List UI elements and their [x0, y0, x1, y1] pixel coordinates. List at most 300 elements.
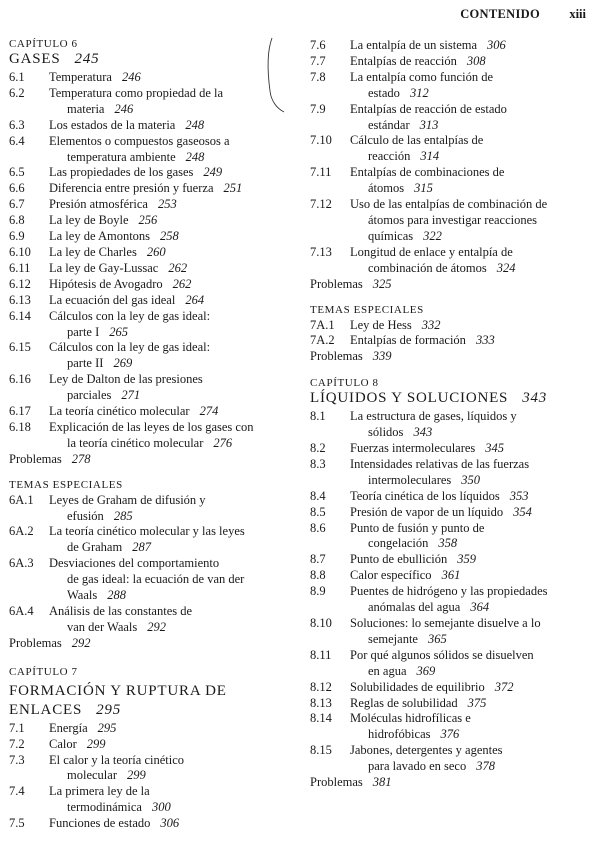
section-page: 262 [172, 276, 192, 291]
section-number [9, 436, 49, 452]
section-number: 8.15 [310, 743, 332, 758]
section-title [350, 54, 594, 70]
section-page: 332 [421, 317, 441, 332]
section-title-line: El calor y la teoría cinético [49, 752, 185, 767]
right-column [310, 38, 594, 801]
section-title-line: Análisis de las constantes de [49, 604, 193, 618]
section-title [49, 800, 299, 816]
header-page-number: xiii [569, 7, 586, 21]
section-number: 8.14 [310, 711, 332, 726]
problems-page: 339 [372, 349, 392, 364]
section-title [350, 616, 594, 632]
section-title-line: Explicación de las leyes de los gases con [49, 419, 254, 434]
special-topics-heading: TEMAS ESPECIALES [310, 303, 424, 316]
section-title [350, 552, 594, 568]
section-title-line: Reglas de solubilidad [350, 695, 458, 710]
section-title-line: Funciones de estado [49, 816, 151, 831]
section-title-line: Cálculo de las entalpías de [350, 133, 484, 148]
section-title [350, 632, 594, 648]
section-title [49, 293, 299, 309]
section-number: 7.10 [310, 133, 332, 148]
problems-page: 292 [71, 635, 91, 650]
chapter-page: 295 [96, 701, 122, 718]
toc-entry [310, 664, 594, 680]
section-page: 324 [496, 260, 516, 275]
section-title-line: La ley de Charles [49, 244, 137, 259]
section-title [350, 727, 594, 743]
section-title [350, 584, 594, 600]
section-number: 6.18 [9, 419, 31, 434]
section-title [350, 489, 594, 505]
toc-entry [9, 737, 299, 753]
section-number: 7.8 [310, 69, 326, 84]
chapter-label: CAPÍTULO 8 [310, 377, 379, 390]
toc-list [9, 70, 299, 452]
section-number: 8.10 [310, 616, 332, 630]
section-number: 6A.1 [9, 492, 34, 507]
section-page: 292 [147, 619, 167, 634]
section-title [49, 356, 299, 372]
toc-entry [310, 457, 594, 473]
section-title-line: materia [67, 101, 105, 116]
section-title [350, 229, 594, 245]
section-number [310, 600, 350, 616]
toc-entry [310, 70, 594, 86]
section-page: 251 [223, 181, 243, 196]
section-title [49, 737, 299, 753]
toc-entry [310, 680, 594, 696]
section-title [350, 133, 594, 149]
section-title [350, 680, 594, 696]
section-page: 274 [199, 404, 219, 419]
section-page: 306 [160, 816, 180, 831]
section-title-line: Presión de vapor de un líquido [350, 504, 504, 519]
section-title-line: Jabones, detergentes y agentes [350, 743, 503, 758]
section-page: 333 [475, 333, 495, 348]
chapter-title-text: ENLACES [9, 701, 83, 718]
section-number: 6.13 [9, 292, 31, 307]
section-number: 8.7 [310, 552, 326, 567]
toc-entry [9, 800, 299, 816]
problems-label: Problemas [9, 451, 62, 466]
section-title-line: hidrofóbicas [368, 727, 431, 742]
section-title [49, 309, 299, 325]
section-number: 6.8 [9, 213, 25, 228]
section-number: 8.11 [310, 647, 332, 662]
toc-entry [310, 181, 594, 197]
section-title [350, 102, 594, 118]
section-page: 369 [416, 663, 436, 678]
chapter-title [310, 390, 594, 407]
section-page: 264 [185, 292, 205, 307]
section-title-line: Punto de ebullición [350, 552, 448, 567]
toc-entry [9, 309, 299, 325]
section-number: 6.7 [9, 197, 25, 212]
section-title-line: Cálculos con la ley de gas ideal: [49, 308, 211, 323]
section-title-line: parciales [67, 388, 112, 403]
section-number: 7.7 [310, 53, 326, 68]
section-title-line: Uso de las entalpías de combinación de [350, 197, 548, 212]
section-number [310, 727, 350, 743]
toc-list [310, 409, 594, 775]
section-page: 308 [466, 53, 486, 68]
section-number: 8.4 [310, 488, 326, 503]
section-page: 343 [413, 425, 433, 440]
section-title [350, 318, 594, 334]
toc-entry [9, 572, 299, 588]
toc-list [9, 721, 299, 832]
section-title-line: para lavado en seco [368, 759, 467, 774]
section-number: 6A.3 [9, 556, 34, 571]
section-title [49, 524, 299, 540]
problems-label: Problemas [310, 775, 363, 790]
toc-entry [9, 768, 299, 784]
section-title-line: La teoría cinético molecular y las leyes [49, 524, 245, 539]
section-title [350, 70, 594, 86]
section-title-line: Temperatura como propiedad de la [49, 85, 224, 100]
toc-entry [310, 568, 594, 584]
toc-entry [310, 245, 594, 261]
toc-entry [310, 149, 594, 165]
section-page: 306 [487, 38, 506, 52]
toc-entry [310, 197, 594, 213]
toc-entry [310, 584, 594, 600]
section-title [350, 197, 594, 213]
section-number [310, 425, 350, 441]
section-number [310, 229, 350, 245]
section-title-line: Por qué algunos sólidos se disuelven [350, 647, 534, 662]
section-number: 6.17 [9, 404, 31, 419]
section-title-line: Calor [49, 736, 77, 751]
toc-entry [9, 70, 299, 86]
section-number [310, 473, 350, 489]
section-title [49, 509, 299, 525]
section-number: 6.2 [9, 85, 25, 100]
section-page: 365 [427, 631, 447, 646]
toc-entry [9, 277, 299, 293]
section-title [350, 245, 594, 261]
section-title-line: temperatura ambiente [67, 149, 176, 164]
section-title-line: Intensidades relativas de las fuerzas [350, 456, 530, 471]
section-page: 258 [160, 229, 179, 244]
section-number [9, 356, 49, 372]
section-title [49, 197, 299, 213]
section-page: 378 [476, 759, 495, 774]
section-number [9, 768, 49, 784]
section-number: 7.1 [9, 720, 25, 735]
section-title [350, 648, 594, 664]
section-number: 6.10 [9, 244, 31, 259]
section-title-line: Elementos o compuestos gaseosos a [49, 133, 230, 148]
toc-entry [9, 753, 299, 769]
toc-entry [310, 102, 594, 118]
section-title [49, 620, 299, 636]
section-title-line: de Graham [67, 540, 123, 555]
section-number [9, 588, 49, 604]
problems-label: Problemas [310, 276, 363, 291]
section-number [9, 800, 49, 816]
section-title-line: Punto de fusión y punto de [350, 520, 485, 535]
toc-entry [9, 420, 299, 436]
special-topics-heading: TEMAS ESPECIALES [9, 478, 123, 491]
toc-entry [310, 54, 594, 70]
chapter-page: 343 [522, 390, 548, 407]
problems-label: Problemas [310, 349, 363, 364]
toc-entry [310, 333, 594, 349]
section-number [310, 536, 350, 552]
section-number: 8.3 [310, 456, 326, 471]
section-number [310, 181, 350, 197]
toc-entry [310, 616, 594, 632]
section-page: 249 [203, 165, 223, 180]
toc-list [310, 318, 594, 350]
section-title-line: semejante [368, 631, 418, 646]
toc-list [310, 38, 594, 277]
section-title-line: Entalpías de reacción de estado [350, 101, 507, 116]
section-page: 246 [114, 101, 134, 116]
toc-entry [310, 165, 594, 181]
section-title-line: La primera ley de la [49, 784, 150, 799]
section-title-line: anómalas del agua [368, 600, 461, 615]
toc-entry [9, 404, 299, 420]
section-page: 376 [440, 727, 460, 742]
section-title [350, 664, 594, 680]
section-title [350, 759, 594, 775]
section-page: 276 [213, 435, 233, 450]
section-title-line: La ecuación del gas ideal [49, 292, 176, 307]
section-title [350, 213, 594, 229]
section-title [49, 213, 299, 229]
section-number: 8.5 [310, 504, 326, 519]
chapter-title [9, 702, 299, 719]
section-title [49, 604, 299, 620]
section-page: 256 [138, 213, 158, 228]
chapter-label: CAPÍTULO 7 [9, 665, 78, 678]
section-page: 300 [151, 800, 171, 815]
section-page: 295 [97, 720, 117, 735]
section-number: 7.9 [310, 101, 326, 116]
section-title-line: Entalpías de reacción [350, 53, 457, 68]
toc-entry [310, 86, 594, 102]
section-title [350, 473, 594, 489]
section-title-line: átomos [368, 181, 405, 196]
toc-entry [310, 489, 594, 505]
section-page: 358 [438, 536, 458, 551]
section-title-line: Fuerzas intermoleculares [350, 441, 476, 456]
problems-page: 325 [372, 276, 392, 291]
toc-entry [310, 38, 594, 54]
section-title-line: parte II [67, 356, 104, 371]
section-title-line: La teoría cinético molecular [49, 404, 190, 419]
section-title-line: congelación [368, 536, 429, 551]
section-number: 7.12 [310, 197, 332, 212]
section-title-line: Desviaciones del comportamiento [49, 556, 220, 571]
left-column [9, 38, 299, 832]
section-title-line: intermoleculares [368, 472, 452, 487]
toc-entry [9, 556, 299, 572]
section-title [49, 404, 299, 420]
section-title [49, 261, 299, 277]
section-number: 6.14 [9, 308, 31, 323]
section-title-line: Soluciones: lo semejante disuelve a lo [350, 616, 541, 630]
section-number: 7.11 [310, 165, 332, 180]
problems-entry [9, 452, 299, 468]
problems-page: 381 [372, 775, 392, 790]
section-title-line: Waals [67, 588, 98, 603]
problems-entry [9, 636, 299, 652]
section-number: 8.9 [310, 584, 326, 599]
section-title-line: en agua [368, 663, 407, 678]
toc-entry [9, 293, 299, 309]
section-number: 6.15 [9, 340, 31, 355]
section-number [310, 261, 350, 277]
toc-entry [310, 696, 594, 712]
toc-entry [9, 436, 299, 452]
section-title [350, 118, 594, 134]
section-number [310, 118, 350, 134]
section-title-line: Puentes de hidrógeno y las propiedades [350, 584, 548, 599]
section-title [49, 572, 299, 588]
section-page: 299 [126, 768, 146, 783]
section-number [9, 509, 49, 525]
section-title [350, 600, 594, 616]
section-number: 6.4 [9, 133, 25, 148]
section-number [9, 102, 49, 118]
section-title-line: molecular [67, 768, 117, 783]
section-number: 7.2 [9, 736, 25, 751]
section-number: 7A.2 [310, 333, 335, 348]
toc-entry [310, 409, 594, 425]
section-number: 6A.4 [9, 604, 34, 618]
section-page: 350 [461, 472, 481, 487]
section-title-line: Teoría cinética de los líquidos [350, 488, 500, 503]
toc-entry [9, 197, 299, 213]
section-number [9, 388, 49, 404]
toc-entry [310, 648, 594, 664]
section-title [49, 245, 299, 261]
section-title-line: Energía [49, 720, 88, 735]
section-title-line: Temperatura [49, 70, 112, 84]
toc-entry [9, 245, 299, 261]
toc-entry [9, 181, 299, 197]
section-page: 364 [470, 600, 490, 615]
toc-entry [9, 540, 299, 556]
section-title-line: Presión atmosférica [49, 197, 148, 212]
problems-entry [310, 277, 594, 293]
section-number [310, 213, 350, 229]
toc-entry [9, 721, 299, 737]
toc-entry [9, 213, 299, 229]
section-title-line: La ley de Amontons [49, 229, 151, 244]
toc-entry [9, 229, 299, 245]
section-title [49, 150, 299, 166]
toc-entry [310, 441, 594, 457]
toc-entry [9, 134, 299, 150]
section-title-line: Longitud de enlace y entalpía de [350, 244, 513, 259]
toc-entry [310, 711, 594, 727]
section-number: 6A.2 [9, 524, 34, 539]
section-title [350, 425, 594, 441]
section-number: 7.4 [9, 784, 25, 799]
problems-entry [310, 349, 594, 365]
section-title-line: Entalpías de formación [350, 333, 466, 348]
section-title-line: efusión [67, 508, 104, 523]
toc-entry [9, 493, 299, 509]
toc-entry [9, 150, 299, 166]
section-number: 8.13 [310, 695, 332, 710]
section-title [350, 409, 594, 425]
section-number: 6.9 [9, 229, 25, 244]
section-page: 246 [121, 70, 141, 84]
section-title-line: Hipótesis de Avogadro [49, 276, 163, 291]
section-title-line: estado [368, 85, 400, 100]
section-number: 6.5 [9, 165, 25, 180]
section-number [9, 150, 49, 166]
section-page: 299 [86, 736, 106, 751]
chapter-label: CAPÍTULO 6 [9, 38, 78, 50]
section-title [350, 743, 594, 759]
section-page: 354 [513, 504, 532, 519]
toc-entry [310, 552, 594, 568]
section-page: 315 [414, 181, 433, 196]
toc-entry [9, 388, 299, 404]
chapter-title-text: FORMACIÓN Y RUPTURA DE [9, 682, 227, 699]
section-title [49, 70, 299, 86]
section-title [350, 261, 594, 277]
toc-entry [9, 261, 299, 277]
section-number [9, 540, 49, 556]
section-number [310, 149, 350, 165]
section-title-line: la teoría cinético molecular [67, 435, 204, 450]
toc-entry [9, 372, 299, 388]
section-title [350, 165, 594, 181]
toc-entry [310, 118, 594, 134]
toc-entry [310, 536, 594, 552]
section-number [9, 620, 49, 636]
section-title [49, 753, 299, 769]
running-header [0, 4, 600, 26]
toc-entry [310, 213, 594, 229]
toc-entry [9, 509, 299, 525]
problems-label: Problemas [9, 635, 62, 650]
section-number: 7A.1 [310, 317, 335, 332]
section-number: 7.5 [9, 816, 25, 831]
section-title-line: combinación de átomos [368, 260, 487, 275]
section-number [9, 572, 49, 588]
section-title [49, 556, 299, 572]
section-title-line: La entalpía de un sistema [350, 38, 478, 52]
toc-entry [9, 340, 299, 356]
section-title [350, 457, 594, 473]
toc-entry [310, 632, 594, 648]
header-title: CONTENIDO [460, 7, 540, 21]
toc-entry [310, 133, 594, 149]
toc-entry [9, 165, 299, 181]
section-title-line: Ley de Dalton de las presiones [49, 372, 203, 387]
section-page: 248 [185, 149, 205, 164]
section-page: 322 [423, 228, 442, 243]
section-title-line: La estructura de gases, líquidos y [350, 409, 517, 424]
section-title [49, 277, 299, 293]
section-number: 8.1 [310, 409, 326, 424]
toc-entry [9, 604, 299, 620]
section-title [49, 181, 299, 197]
toc-entry [9, 784, 299, 800]
section-number [310, 664, 350, 680]
section-title-line: estándar [368, 117, 410, 132]
section-title [49, 420, 299, 436]
section-page: 313 [419, 117, 439, 132]
